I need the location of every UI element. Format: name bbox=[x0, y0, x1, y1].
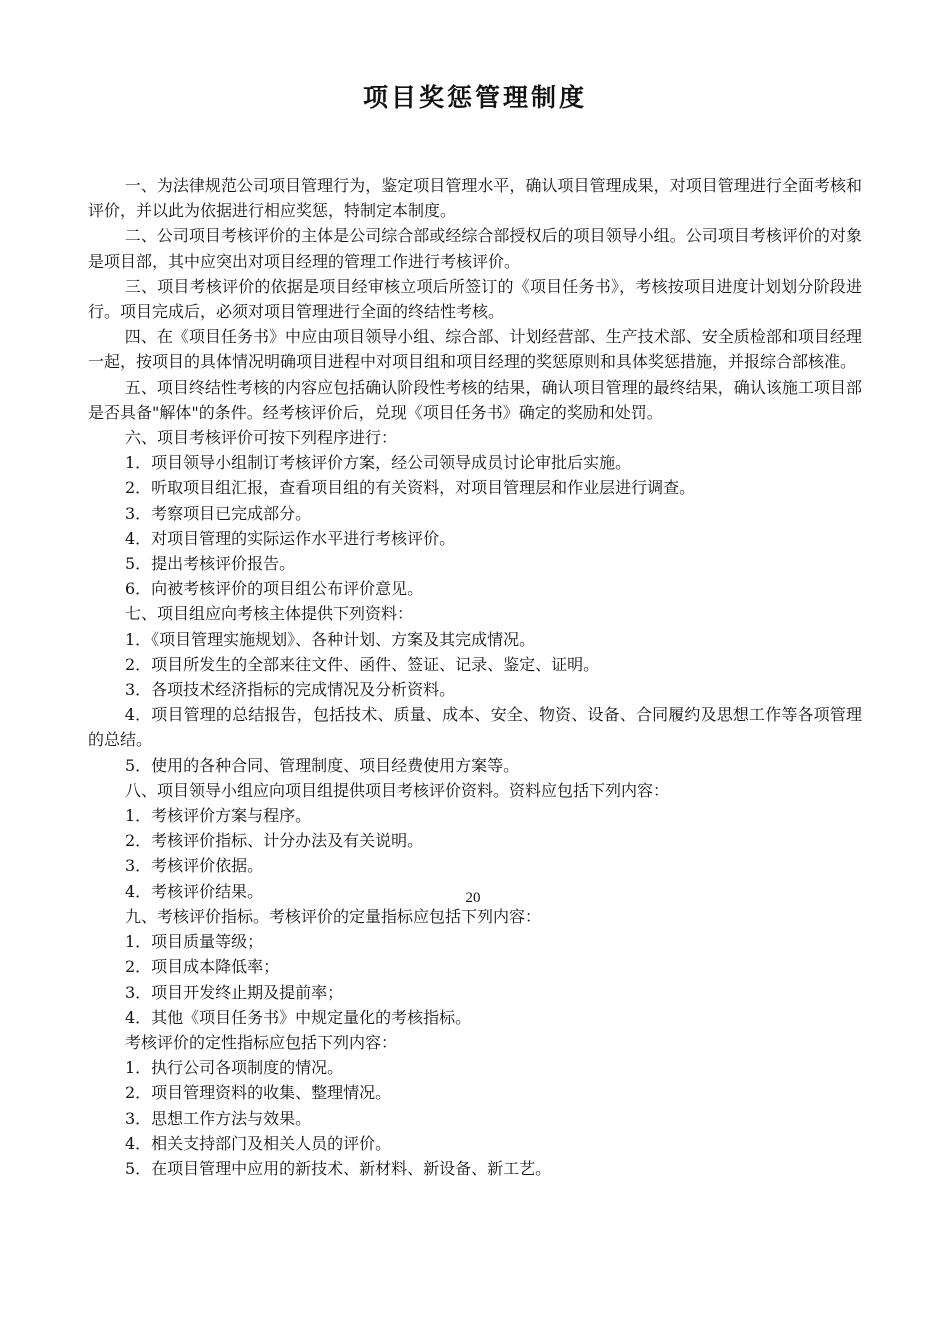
paragraph: 2．考核评价指标、计分办法及有关说明。 bbox=[125, 831, 424, 851]
paragraph: 一、为法律规范公司项目管理行为，鉴定项目管理水平，确认项目管理成果，对项目管理进行全面考核和评价，并以此为依据进行相应奖惩，特制定本制度。 bbox=[88, 176, 862, 221]
paragraph: 5．使用的各种合同、管理制度、项目经费使用方案等。 bbox=[125, 755, 520, 775]
paragraph: 4．项目管理的总结报告，包括技术、质量、成本、安全、物资、设备、合同履约及思想工作等各项管理的总结。 bbox=[88, 705, 862, 750]
paragraph: 三、项目考核评价的依据是项目经审核立项后所签订的《项目任务书》，考核按项目进度计划划分阶段进行。项目完成后，必须对项目管理进行全面的终结性考核。 bbox=[88, 276, 862, 322]
paragraph: 3．项目开发终止期及提前率； bbox=[125, 982, 344, 1002]
paragraph: 3．考察项目已完成部分。 bbox=[125, 503, 312, 523]
paragraph: 4．对项目管理的实际运作水平进行考核评价。 bbox=[125, 528, 456, 548]
paragraph: 1．项目领导小组制订考核评价方案，经公司领导成员讨论审批后实施。 bbox=[125, 453, 632, 473]
paragraph: 5．提出考核评价报告。 bbox=[125, 554, 296, 574]
paragraph: 4．相关支持部门及相关人员的评价。 bbox=[125, 1133, 392, 1153]
paragraph: 2．项目管理资料的收集、整理情况。 bbox=[125, 1083, 392, 1103]
paragraph: 1．《项目管理实施规划》、各种计划、方案及其完成情况。 bbox=[125, 629, 536, 649]
paragraph: 2．听取项目组汇报，查看项目组的有关资料，对项目管理层和作业层进行调查。 bbox=[125, 478, 696, 498]
paragraph: 6．向被考核评价的项目组公布评价意见。 bbox=[125, 579, 424, 599]
paragraph: 3．考核评价依据。 bbox=[125, 856, 264, 876]
paragraph: 考核评价的定性指标应包括下列内容： bbox=[125, 1032, 398, 1052]
paragraph: 2．项目所发生的全部来往文件、函件、签证、记录、鉴定、证明。 bbox=[125, 654, 600, 674]
paragraph: 六、项目考核评价可按下列程序进行： bbox=[125, 428, 398, 448]
paragraph: 3．思想工作方法与效果。 bbox=[125, 1108, 312, 1128]
page-number: 20 bbox=[465, 890, 481, 906]
document-body bbox=[88, 173, 862, 1181]
paragraph: 七、项目组应向考核主体提供下列资料： bbox=[125, 604, 414, 624]
paragraph: 2．项目成本降低率； bbox=[125, 957, 280, 977]
paragraph: 二、公司项目考核评价的主体是公司综合部或经综合部授权后的项目领导小组。公司项目考核评价的对象是项目部，其中应突出对项目经理的管理工作进行考核评价。 bbox=[88, 226, 862, 271]
paragraph: 1．考核评价方案与程序。 bbox=[125, 806, 312, 826]
paragraph: 4．考核评价结果。 bbox=[125, 881, 264, 901]
paragraph: 九、考核评价指标。考核评价的定量指标应包括下列内容： bbox=[125, 906, 542, 926]
document-title: 项目奖惩管理制度 bbox=[362, 83, 587, 112]
paragraph: 3．各项技术经济指标的完成情况及分析资料。 bbox=[125, 680, 456, 700]
paragraph: 四、在《项目任务书》中应由项目领导小组、综合部、计划经营部、生产技术部、安全质检部和项目经理一起，按项目的具体情况明确项目进程中对项目组和项目经理的奖惩原则和具体奖惩措施，并报综合部核准。 bbox=[88, 327, 862, 372]
paragraph: 1．项目质量等级； bbox=[125, 932, 264, 952]
paragraph: 4．其他《项目任务书》中规定量化的考核指标。 bbox=[125, 1007, 472, 1027]
paragraph: 5．在项目管理中应用的新技术、新材料、新设备、新工艺。 bbox=[125, 1158, 552, 1178]
paragraph: 五、项目终结性考核的内容应包括确认阶段性考核的结果，确认项目管理的最终结果，确认该施工项目部是否具备"解体"的条件。经考核评价后，兑现《项目任务书》确定的奖励和处罚。 bbox=[88, 377, 862, 422]
paragraph: 1．执行公司各项制度的情况。 bbox=[125, 1058, 344, 1078]
paragraph: 八、项目领导小组应向项目组提供项目考核评价资料。资料应包括下列内容： bbox=[125, 780, 670, 800]
